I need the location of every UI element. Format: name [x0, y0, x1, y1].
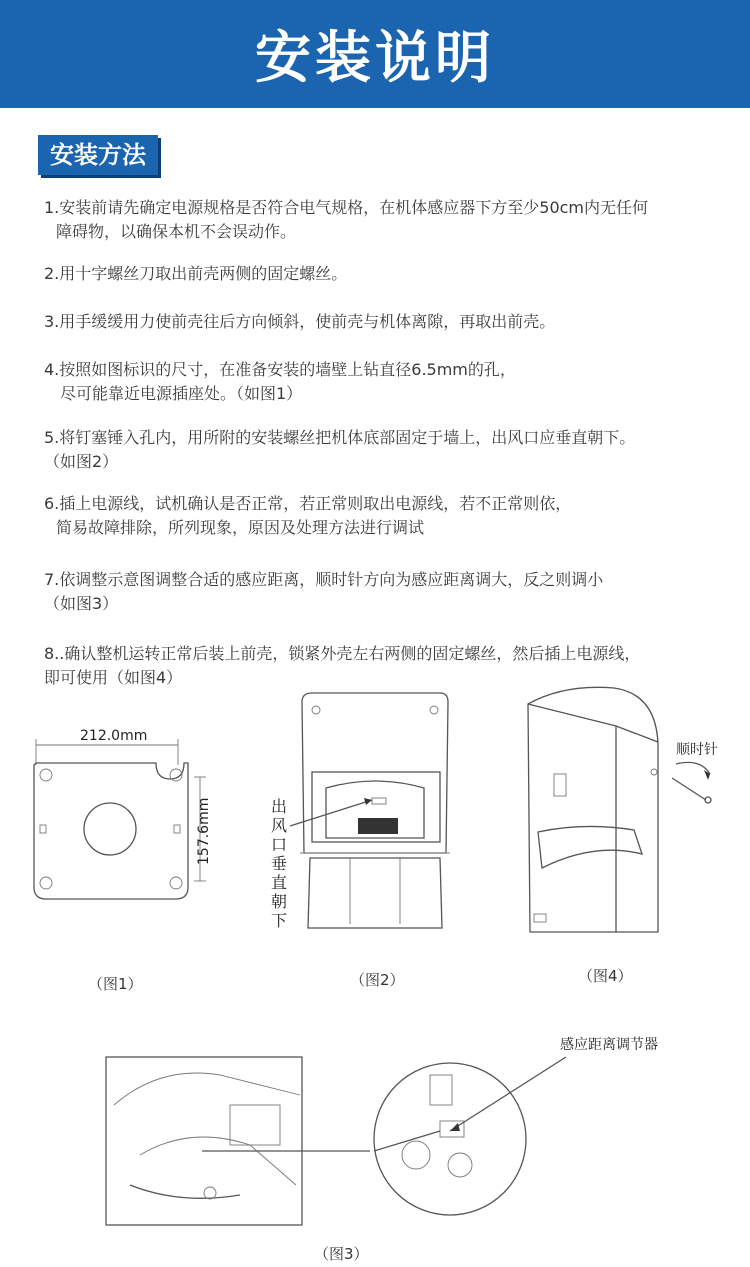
step-8: 8..确认整机运转正常后装上前壳，锁紧外壳左右两侧的固定螺丝，然后插上电源线， 即可使用（如图4）: [44, 644, 641, 687]
step-5: 5.将钉塞锤入孔内，用所附的安装螺丝把机体底部固定于墙上，出风口应垂直朝下。 （如图2）: [44, 428, 636, 471]
fig1-width-label: 212.0mm: [80, 728, 148, 744]
figure-3-internal-view: [100, 1035, 740, 1235]
step-7: 7.依调整示意图调整合适的感应距离，顺时针方向为感应距离调大，反之则调小 （如图3）: [44, 570, 604, 613]
step-2: 2.用十字螺丝刀取出前壳两侧的固定螺丝。: [44, 264, 348, 283]
fig2-outlet-label: 出风口垂直朝下: [270, 797, 287, 930]
fig2-caption: （图2）: [350, 971, 405, 989]
figure-4-assembled-unit: [524, 682, 744, 942]
fig4-caption: （图4）: [578, 967, 633, 985]
figure-1-mounting-plate: [28, 725, 218, 915]
page-title: 安装说明: [255, 26, 495, 91]
step-6: 6.插上电源线，试机确认是否正常，若正常则取出电源线，若不正常则依， 简易故障排除，所列现象，原因及处理方法进行调试: [44, 494, 572, 537]
step-4: 4.按照如图标识的尺寸，在准备安装的墙壁上钻直径6.5mm的孔， 尽可能靠近电源插座处。（如图1）: [44, 360, 516, 403]
fig1-height-label: 157.6mm: [196, 797, 212, 865]
step-3: 3.用手缓缓用力使前壳往后方向倾斜，使前壳与机体离隙，再取出前壳。: [44, 312, 556, 331]
fig1-caption: （图1）: [88, 975, 143, 993]
figure-2-unit-body: [290, 688, 460, 938]
step-1: 1.安装前请先确定电源规格是否符合电气规格，在机体感应器下方至少50cm内无任何 障碍物，以确保本机不会误动作。: [44, 198, 649, 241]
fig3-sensor-label: 感应距离调节器: [560, 1037, 658, 1053]
fig4-clockwise-label: 顺时针: [676, 742, 718, 758]
fig3-caption: （图3）: [314, 1245, 369, 1263]
header-banner: [0, 0, 750, 108]
section-title: 安装方法: [38, 135, 158, 175]
